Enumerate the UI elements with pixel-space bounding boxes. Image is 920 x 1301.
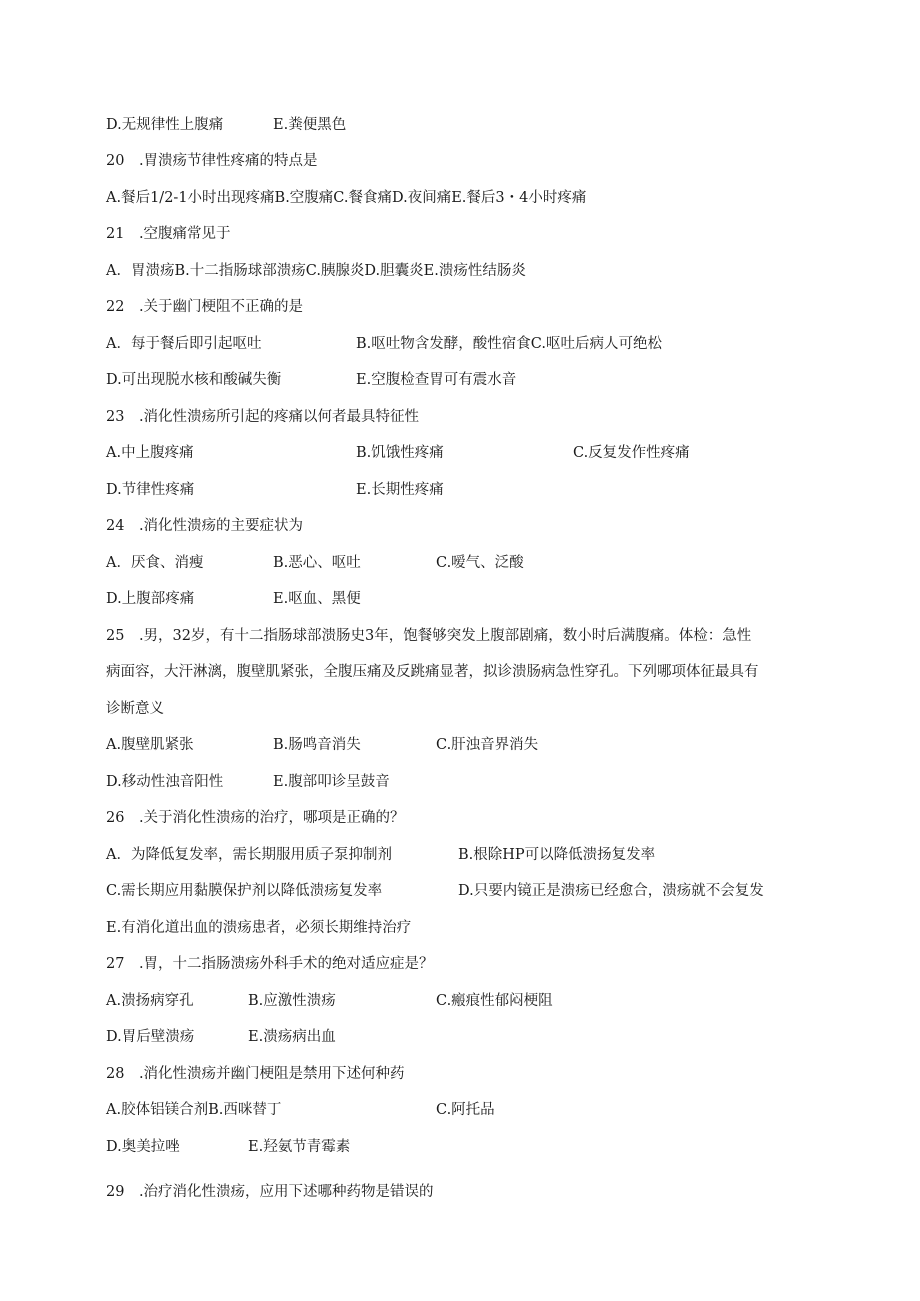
text-line: [106, 259, 820, 283]
option-text: D.节律性疼痛: [106, 482, 195, 498]
text-line: [106, 332, 820, 356]
question-line: [106, 405, 820, 429]
text-line: [106, 113, 820, 137]
option-text: D.移动性浊音阳性: [106, 774, 224, 790]
option-text: A.溃扬病穿孔: [106, 993, 194, 1009]
text-line: [106, 916, 820, 940]
option-text: E.溃疡病出血: [248, 1029, 336, 1045]
option-text: E.腹部叩诊呈鼓音: [273, 774, 390, 790]
option-text: B.呕吐物含发酵，酸性宿食C.呕吐后病人可绝松: [356, 336, 662, 352]
text-line: [106, 587, 820, 611]
question-line: [106, 697, 820, 721]
option-text: A．胃溃疡B.十二指肠球部溃疡C.胰腺炎D.胆囊炎E.溃疡性结肠炎: [106, 263, 526, 279]
option-text: B.根除HP可以降低溃扬复发率: [458, 847, 656, 863]
question-line: [106, 952, 820, 976]
question-text: 27 .胃，十二指肠溃疡外科手术的绝对适应症是？: [106, 956, 434, 972]
question-text: 23 .消化性溃疡所引起的疼痛以何者最具特征性: [106, 409, 420, 425]
option-text: C.嗳气、泛酸: [436, 555, 524, 571]
question-line: [106, 660, 820, 684]
question-line: [106, 1180, 820, 1204]
question-text: 26 .关于消化性溃疡的治疗，哪项是正确的？: [106, 810, 405, 826]
option-text: C.反复发作性疼痛: [573, 445, 690, 461]
question-text: 24 .消化性溃疡的主要症状为: [106, 518, 304, 534]
option-text: D.只要内镜正是溃疡已经愈合，溃疡就不会复发: [458, 883, 764, 899]
option-text: A.中上腹疼痛: [106, 445, 194, 461]
question-line: [106, 295, 820, 319]
text-line: [106, 879, 820, 903]
option-text: E.空腹检查胃可有震水音: [356, 372, 517, 388]
question-text: 28 .消化性溃疡并幽门梗阻是禁用下述何种药: [106, 1066, 405, 1082]
option-text: D.奥美拉唑: [106, 1139, 180, 1155]
text-line: [106, 733, 820, 757]
option-text: D.无规律性上腹痛: [106, 117, 224, 133]
option-text: C.阿托品: [436, 1102, 495, 1118]
text-line: [106, 989, 820, 1013]
question-text: 诊断意义: [106, 701, 164, 717]
option-text: E.长期性疼痛: [356, 482, 444, 498]
text-line: [106, 368, 820, 392]
question-line: [106, 149, 820, 173]
option-text: B.恶心、呕吐: [273, 555, 361, 571]
option-text: A．每于餐后即引起呕吐: [106, 336, 262, 352]
option-text: A.腹壁肌紧张: [106, 737, 194, 753]
option-text: A．厌食、消瘦: [106, 555, 204, 571]
text-line: [106, 1025, 820, 1049]
text-line: [106, 770, 820, 794]
question-line: [106, 624, 820, 648]
option-text: C.需长期应用黏膜保护剂以降低溃疡复发率: [106, 883, 383, 899]
text-line: [106, 843, 820, 867]
option-text: E.有消化道出血的溃疡患者，必须长期维持治疗: [106, 920, 412, 936]
question-text: 25 .男，32岁，有十二指肠球部溃肠史3年，饱餐够突发上腹部剧痛，数小时后满腹痛。体检：急性: [106, 628, 752, 644]
option-text: A.餐后1/2-1小时出现疼痛B.空腹痛C.餐食痛D.夜间痛E.餐后3・4小时疼痛: [106, 190, 587, 206]
text-line: [106, 551, 820, 575]
question-line: [106, 806, 820, 830]
option-text: A.胶体铝镁合剂B.西咪替丁: [106, 1102, 282, 1118]
option-text: D.胃后壁溃疡: [106, 1029, 195, 1045]
text-line: [106, 478, 820, 502]
option-text: D.可出现脱水核和酸碱失衡: [106, 372, 282, 388]
question-line: [106, 1062, 820, 1086]
option-text: B.应激性溃疡: [248, 993, 336, 1009]
question-line: [106, 514, 820, 538]
question-text: 29 .治疗消化性溃疡，应用下述哪种药物是错误的: [106, 1184, 434, 1200]
option-text: D.上腹部疼痛: [106, 591, 195, 607]
question-text: 20 .胃溃疡节律性疼痛的特点是: [106, 153, 318, 169]
option-text: E.羟氨节青霉素: [248, 1139, 351, 1155]
option-text: C.瘢痕性郁闷梗阻: [436, 993, 553, 1009]
question-text: 病面容，大汗淋漓，腹壁肌紧张，全腹压痛及反跳痛显著，拟诊溃肠病急性穿孔。下列哪项体征最具有: [106, 664, 759, 680]
text-line: [106, 186, 820, 210]
option-text: E.粪便黑色: [273, 117, 347, 133]
question-line: [106, 222, 820, 246]
option-text: E.呕血、黑便: [273, 591, 361, 607]
question-text: 22 .关于幽门梗阻不正确的是: [106, 299, 304, 315]
question-text: 21 .空腹痛常见于: [106, 226, 231, 242]
option-text: A．为降低复发率，需长期服用质子泵抑制剂: [106, 847, 392, 863]
option-text: C.肝浊音界消失: [436, 737, 539, 753]
option-text: B.饥饿性疼痛: [356, 445, 444, 461]
text-line: [106, 1098, 820, 1122]
text-line: [106, 441, 820, 465]
text-line: [106, 1135, 820, 1159]
option-text: B.肠鸣音消失: [273, 737, 361, 753]
